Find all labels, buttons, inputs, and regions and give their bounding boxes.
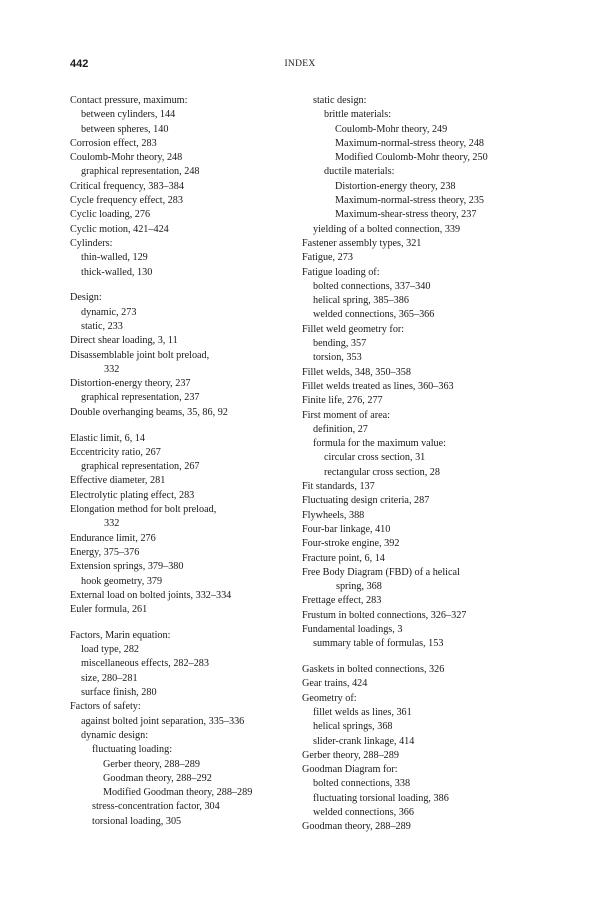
index-entry: Fluctuating design criteria, 287	[302, 495, 430, 507]
index-subentry: yielding of a bolted connection, 339	[313, 223, 461, 235]
index-entry: Extension springs, 379–380	[70, 561, 184, 573]
index-subentry: Maximum-normal-stress theory, 235	[335, 195, 485, 207]
index-entry: Fillet welds treated as lines, 360–363	[302, 380, 454, 392]
index-entry: Cycle frequency effect, 283	[70, 195, 183, 207]
index-entry: Critical frequency, 383–384	[70, 180, 184, 192]
index-subentry: Maximum-shear-stress theory, 237	[335, 209, 477, 221]
index-subentry: dynamic design:	[81, 729, 149, 741]
index-subentry: surface finish, 280	[81, 687, 157, 699]
index-subentry: Gerber theory, 288–289	[103, 758, 200, 770]
index-entry: Fillet weld geometry for:	[302, 323, 405, 335]
index-entry: Frettage effect, 283	[302, 595, 382, 607]
index-subentry: between cylinders, 144	[81, 109, 176, 121]
index-subentry: dynamic, 273	[81, 306, 137, 318]
index-entry: Elongation method for bolt preload,	[70, 504, 217, 516]
index-subentry: torsion, 353	[313, 352, 362, 364]
index-entry: Effective diameter, 281	[70, 475, 166, 487]
index-entry: Cyclic motion, 421–424	[70, 223, 169, 235]
index-entry: Four-bar linkage, 410	[302, 523, 391, 535]
index-subentry: rectangular cross section, 28	[324, 466, 440, 478]
index-entry: Double overhanging beams, 35, 86, 92	[70, 406, 228, 418]
index-subentry: Modified Coulomb-Mohr theory, 250	[335, 152, 488, 164]
index-subentry: bolted connections, 338	[313, 778, 411, 790]
index-subentry: size, 280–281	[81, 672, 138, 684]
index-subentry: stress-concentration factor, 304	[92, 801, 220, 813]
index-entry: Fundamental loadings, 3	[302, 623, 403, 635]
index-column-left	[70, 94, 310, 829]
index-entry: External load on bolted joints, 332–334	[70, 589, 232, 601]
index-entry: Gear trains, 424	[302, 678, 368, 690]
index-subentry: bolted connections, 337–340	[313, 280, 431, 292]
index-subentry: static, 233	[81, 320, 123, 332]
index-entry: Fit standards, 137	[302, 481, 375, 493]
index-subentry: summary table of formulas, 153	[313, 638, 444, 650]
index-entry: Electrolytic plating effect, 283	[70, 489, 195, 501]
index-subentry: slider-crank linkage, 414	[313, 735, 415, 747]
index-entry: Design:	[70, 292, 102, 304]
index-entry: Frustum in bolted connections, 326–327	[302, 609, 467, 621]
index-subentry: torsional loading, 305	[92, 815, 182, 827]
index-entry: Factors, Marin equation:	[70, 629, 171, 641]
index-subentry: fluctuating loading:	[92, 744, 173, 756]
index-subentry: helical springs, 368	[313, 721, 393, 733]
index-subentry: Maximum-normal-stress theory, 248	[335, 137, 485, 149]
index-entry: Cylinders:	[70, 237, 113, 249]
index-entry: Coulomb-Mohr theory, 248	[70, 152, 183, 164]
index-subentry: circular cross section, 31	[324, 452, 426, 464]
index-subentry: graphical representation, 248	[81, 166, 200, 178]
index-subentry: bending, 357	[313, 338, 367, 350]
index-entry: Fastener assembly types, 321	[302, 237, 422, 249]
index-subentry: spring, 368	[336, 581, 382, 593]
index-entry: Flywheels, 388	[302, 509, 365, 521]
index-subentry: thick-walled, 130	[81, 266, 153, 278]
index-entry: Fracture point, 6, 14	[302, 552, 385, 564]
index-subentry: welded connections, 366	[313, 807, 414, 819]
index-subentry: Distortion-energy theory, 238	[335, 180, 456, 192]
index-subentry: Goodman theory, 288–292	[103, 772, 212, 784]
index-subentry: graphical representation, 237	[81, 392, 200, 404]
running-header: INDEX	[284, 59, 316, 69]
index-entry: Distortion-energy theory, 237	[70, 378, 191, 390]
index-subentry: fillet welds as lines, 361	[313, 706, 412, 718]
index-entry: Corrosion effect, 283	[70, 137, 157, 149]
index-entry: Four-stroke engine, 392	[302, 538, 400, 550]
index-subentry: fluctuating torsional loading, 386	[313, 792, 449, 804]
index-subentry: ductile materials:	[324, 166, 395, 178]
index-entry: Contact pressure, maximum:	[70, 95, 188, 106]
index-entry: Free Body Diagram (FBD) of a helical	[302, 566, 460, 578]
index-subentry: between spheres, 140	[81, 123, 169, 135]
index-entry: Euler formula, 261	[70, 604, 148, 616]
index-entry: Finite life, 276, 277	[302, 395, 383, 407]
index-entry: Fatigue, 273	[302, 252, 353, 264]
index-subentry: graphical representation, 267	[81, 461, 200, 473]
page-number: 442	[70, 58, 89, 70]
index-entry: Geometry of:	[302, 692, 357, 704]
index-entry: Fillet welds, 348, 350–358	[302, 366, 411, 378]
index-entry: Disassemblable joint bolt preload,	[70, 349, 210, 361]
index-subentry: thin-walled, 129	[81, 252, 148, 264]
index-subentry: hook geometry, 379	[81, 575, 163, 587]
index-entry: Gerber theory, 288–289	[302, 749, 399, 761]
index-entry: Gaskets in bolted connections, 326	[302, 664, 445, 676]
index-subentry: welded connections, 365–366	[313, 309, 435, 321]
index-entry: Elastic limit, 6, 14	[70, 432, 145, 444]
index-entry: Endurance limit, 276	[70, 532, 156, 544]
index-subentry: definition, 27	[313, 423, 368, 435]
index-entry: Goodman Diagram for:	[302, 764, 398, 776]
index-subentry: brittle materials:	[324, 109, 392, 121]
index-entry: Energy, 375–376	[70, 546, 140, 558]
index-entry: Eccentricity ratio, 267	[70, 446, 161, 458]
index-subentry: 332	[104, 363, 120, 375]
index-subentry: miscellaneous effects, 282–283	[81, 658, 209, 670]
index-subentry: formula for the maximum value:	[313, 438, 446, 450]
index-column-right	[302, 94, 542, 835]
index-entry: Direct shear loading, 3, 11	[70, 335, 178, 347]
index-entry: Cyclic loading, 276	[70, 209, 151, 221]
index-subentry: against bolted joint separation, 335–336	[81, 715, 245, 727]
index-entry: Goodman theory, 288–289	[302, 821, 411, 833]
index-subentry: Modified Goodman theory, 288–289	[103, 787, 253, 799]
index-entry: First moment of area:	[302, 409, 390, 421]
index-subentry: static design:	[313, 95, 367, 106]
index-entry: Fatigue loading of:	[302, 266, 380, 278]
index-subentry: Coulomb-Mohr theory, 249	[335, 123, 448, 135]
index-subentry: 332	[104, 518, 120, 530]
index-subentry: load type, 282	[81, 644, 140, 656]
index-subentry: helical spring, 385–386	[313, 295, 409, 307]
index-entry: Factors of safety:	[70, 701, 141, 713]
